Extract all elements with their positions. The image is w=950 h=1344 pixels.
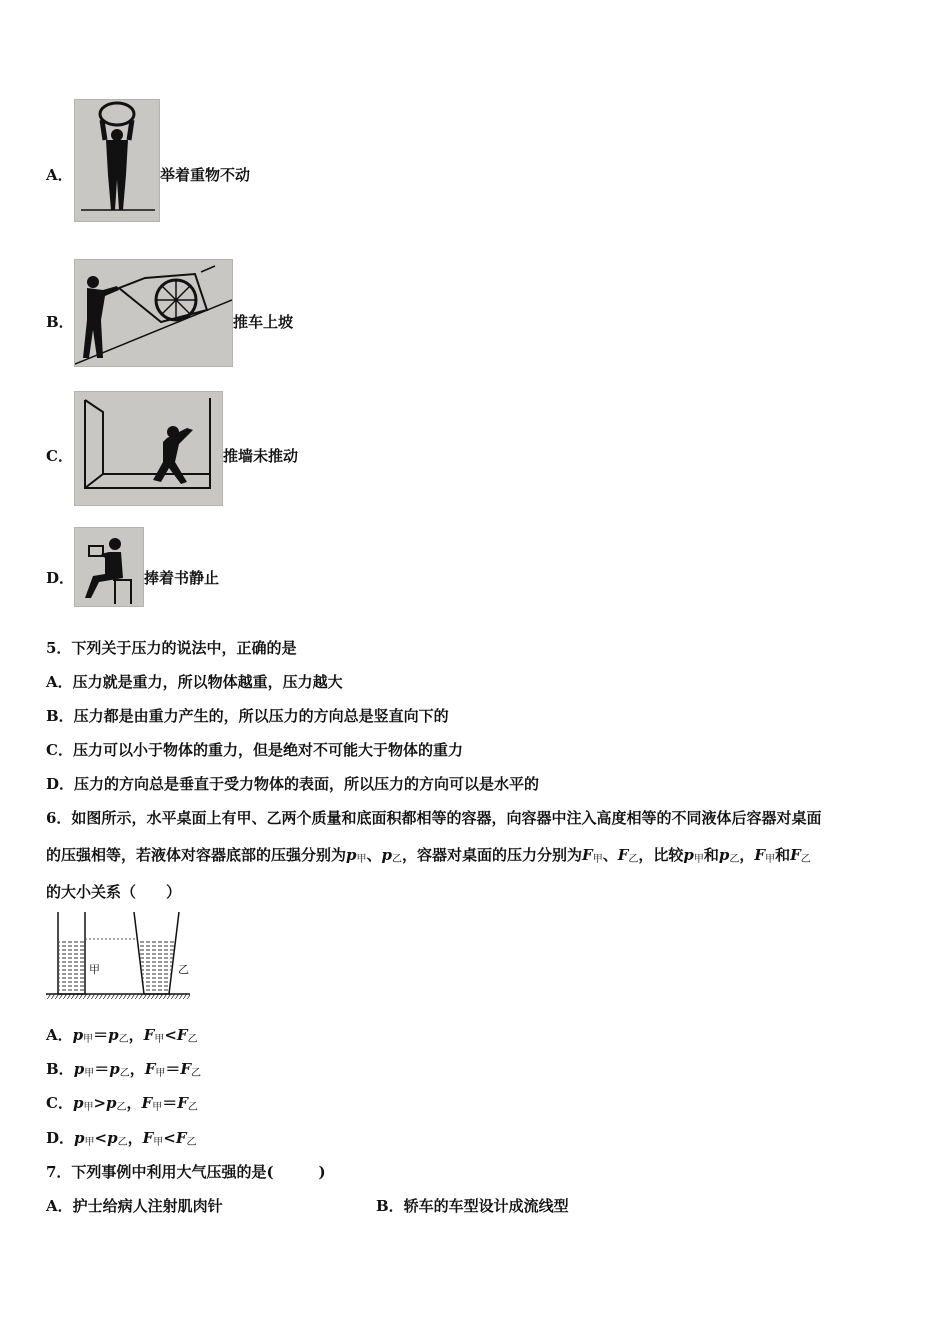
q4-option-c-caption: 推墙未推动: [223, 447, 299, 465]
sub-yi: 乙: [628, 854, 639, 865]
sub-yi: 乙: [186, 1137, 197, 1148]
relation: ＝: [94, 1060, 110, 1078]
q4-option-a-letter: A．: [46, 166, 73, 184]
sub-yi: 乙: [118, 1034, 129, 1045]
sub-jia: 甲: [153, 1137, 164, 1148]
sub-yi: 乙: [116, 1102, 127, 1113]
var-p: p: [109, 1060, 120, 1078]
sub-jia: 甲: [356, 854, 367, 865]
q4-option-c-letter: C．: [46, 447, 73, 465]
q5-option-c: C．压力可以小于物体的重力，但是绝对不可能大于物体的重力: [46, 741, 463, 759]
relation: <: [163, 1129, 176, 1147]
q4-option-a-caption: 举着重物不动: [160, 166, 251, 184]
comma: ，: [127, 1129, 143, 1147]
option-letter: A．: [46, 1026, 73, 1044]
var-f: F: [144, 1060, 156, 1078]
var-p: p: [718, 846, 730, 864]
var-f: F: [790, 846, 801, 864]
q5-option-d: D．压力的方向总是垂直于受力物体的表面，所以压力的方向可以是水平的: [46, 775, 540, 793]
var-f: F: [180, 1060, 192, 1078]
sub-jia: 甲: [152, 1102, 163, 1113]
person-holding-book-icon: [74, 527, 144, 607]
q4-option-b-letter: B．: [46, 313, 74, 331]
q6-option-a: [46, 1025, 198, 1050]
q6-text: ，容器对桌面的压力分别为: [402, 846, 583, 864]
q5-stem: 5．下列关于压力的说法中，正确的是: [46, 639, 297, 657]
sub-jia: 甲: [154, 1034, 165, 1045]
relation: <: [164, 1026, 177, 1044]
var-f: F: [582, 846, 593, 864]
q7-option-a: A．护士给病人注射肌肉针: [46, 1197, 223, 1215]
q6-option-c: [46, 1093, 198, 1118]
q6-stem-line-1: 6．如图所示，水平桌面上有甲、乙两个质量和底面积都相等的容器，向容器中注入高度相等的不同液体后容器对桌面: [46, 809, 822, 827]
q7-option-b: B．轿车的车型设计成流线型: [376, 1197, 569, 1215]
q6-text: 和: [703, 846, 719, 864]
var-f: F: [617, 846, 629, 864]
q6-option-b: [46, 1059, 201, 1084]
figure-label-jia: 甲: [89, 963, 100, 976]
figure-label-yi: 乙: [178, 963, 189, 976]
comma: ，: [129, 1060, 145, 1078]
person-pushing-cart-icon: [74, 259, 233, 367]
person-lifting-weight-icon: [74, 99, 160, 222]
var-p: p: [73, 1060, 85, 1078]
q6-stem-line-2: [46, 845, 811, 870]
q4-option-d-letter: D．: [46, 569, 75, 587]
sub-jia: 甲: [84, 1068, 95, 1079]
sub-yi: 乙: [392, 854, 403, 865]
relation: ＝: [93, 1026, 109, 1044]
relation: <: [94, 1129, 108, 1147]
relation: >: [93, 1094, 107, 1112]
sub-yi: 乙: [729, 854, 740, 865]
option-letter: B．: [46, 1060, 74, 1078]
option-letter: C．: [46, 1094, 73, 1112]
var-f: F: [175, 1129, 187, 1147]
q6-stem-line-3: 的大小关系（ ）: [46, 883, 182, 901]
comma: ，: [126, 1094, 142, 1112]
sub-yi: 乙: [117, 1137, 128, 1148]
sub-yi: 乙: [191, 1068, 202, 1079]
q6-text: 和: [775, 846, 791, 864]
q6-text: ，比较: [638, 846, 684, 864]
var-f: F: [142, 1129, 154, 1147]
var-p: p: [106, 1094, 117, 1112]
q4-option-b-caption: 推车上坡: [233, 313, 294, 331]
var-f: F: [143, 1026, 155, 1044]
var-f: F: [177, 1094, 188, 1112]
var-p: p: [74, 1129, 85, 1147]
var-p: p: [108, 1026, 119, 1044]
sub-jia: 甲: [765, 854, 776, 865]
var-p: p: [381, 846, 393, 864]
q5-option-a: A．压力就是重力，所以物体越重，压力越大: [46, 673, 343, 691]
q6-option-d: [46, 1128, 197, 1153]
sub-jia: 甲: [155, 1068, 166, 1079]
containers-figure: [44, 908, 194, 1000]
option-letter: D．: [46, 1129, 75, 1147]
sub-jia: 甲: [592, 854, 603, 865]
var-f: F: [176, 1026, 188, 1044]
sub-yi: 乙: [187, 1102, 198, 1113]
sub-jia: 甲: [83, 1102, 94, 1113]
sub-yi: 乙: [119, 1068, 130, 1079]
var-p: p: [107, 1129, 118, 1147]
q7-stem: 7．下列事例中利用大气压强的是( ): [46, 1163, 326, 1181]
var-f: F: [141, 1094, 153, 1112]
sub-jia: 甲: [83, 1034, 94, 1045]
sub-yi: 乙: [800, 854, 811, 865]
sub-yi: 乙: [187, 1034, 198, 1045]
comma: ，: [128, 1026, 144, 1044]
q4-option-d-caption: 捧着书静止: [144, 569, 220, 587]
var-f: F: [754, 846, 766, 864]
q6-text: 、: [366, 846, 382, 864]
var-p: p: [683, 846, 694, 864]
var-p: p: [72, 1026, 84, 1044]
q5-option-b: B．压力都是由重力产生的，所以压力的方向总是竖直向下的: [46, 707, 449, 725]
var-p: p: [346, 846, 357, 864]
sub-jia: 甲: [693, 854, 704, 865]
q6-text: ，: [739, 846, 755, 864]
relation: ＝: [165, 1060, 181, 1078]
sub-jia: 甲: [84, 1137, 95, 1148]
q6-text: 的压强相等，若液体对容器底部的压强分别为: [46, 846, 347, 864]
q6-text: 、: [602, 846, 618, 864]
var-p: p: [72, 1094, 84, 1112]
person-pushing-wall-icon: [74, 391, 223, 506]
relation: ＝: [162, 1094, 178, 1112]
